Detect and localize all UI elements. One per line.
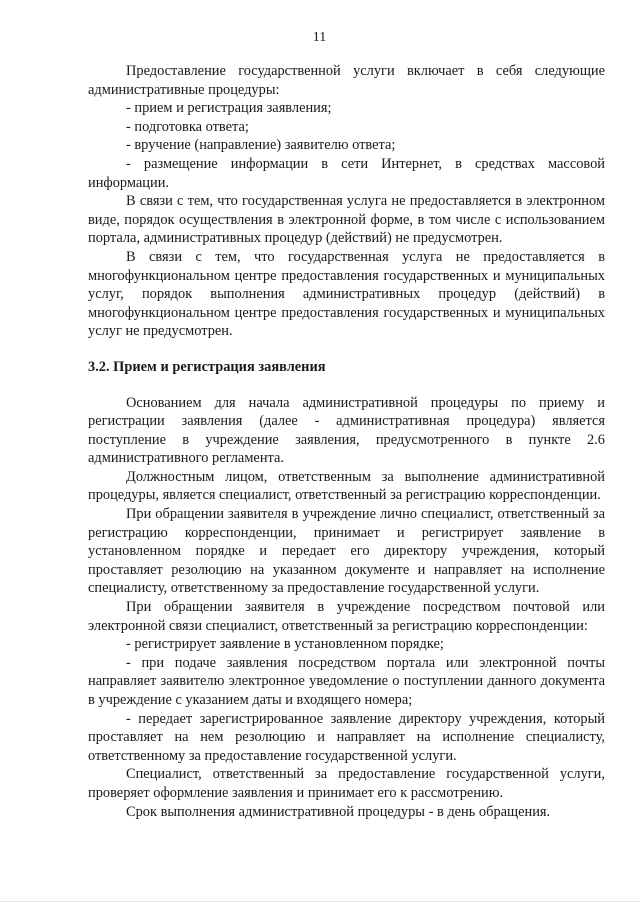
document-body <box>88 62 605 821</box>
list-item: - вручение (направление) заявителю ответа; <box>126 137 396 154</box>
paragraph: Основанием для начала административной процедуры по приему и регистрации заявления (далее - административная процедура) является поступление в учреждение заявления, предусмотренного в пункте 2.6 административного регламента. <box>88 394 605 467</box>
list-item: - размещение информации в сети Интернет, в средствах массовой информации. <box>88 155 605 191</box>
paragraph: В связи с тем, что государственная услуга не предоставляется в многофункциональном центре предоставления государственных и муниципальных услуг, порядок выполнения административных процедур (действий) в многофункциональном центре предоставления государственных и муниципальных услуг не предусмотрен. <box>88 248 605 340</box>
paragraph: Срок выполнения административной процедуры - в день обращения. <box>126 803 551 820</box>
list-item: - подготовка ответа; <box>126 118 249 135</box>
section-heading: 3.2. Прием и регистрация заявления <box>88 358 326 375</box>
paragraph: В связи с тем, что государственная услуга не предоставляется в электронном виде, порядок осуществления в электронной форме, в том числе с использованием портала, административных процедур (действий) не предусмотрен. <box>88 193 605 247</box>
list-item: - прием и регистрация заявления; <box>126 100 332 117</box>
list-item: - передает зарегистрированное заявление директору учреждения, который проставляет на нем резолюцию и направляет на исполнение специалисту, ответственному за предоставление государственной услуги. <box>88 710 605 764</box>
list-item: - регистрирует заявление в установленном порядке; <box>126 636 444 653</box>
page-number: 11 <box>312 30 327 45</box>
paragraph: При обращении заявителя в учреждение лично специалист, ответственный за регистрацию корреспонденции, принимает и регистрирует заявление в установленном порядке и передает его директору учреждения, который проставляет резолюцию на указанном документе и направляет на исполнение специалисту, ответственному за предоставление государственной услуги. <box>88 506 605 597</box>
paragraph: Специалист, ответственный за предоставление государственной услуги, проверяет оформление заявления и принимает его к рассмотрению. <box>88 766 605 801</box>
list-item: - при подаче заявления посредством портала или электронной почты направляет заявителю электронное уведомление о поступлении данного документа в учреждение с указанием даты и входящего номера; <box>88 654 605 708</box>
paragraph: Должностным лицом, ответственным за выполнение административной процедуры, является специалист, ответственный за регистрацию корреспонденции. <box>88 468 605 504</box>
scan-edge-divider <box>0 901 639 903</box>
paragraph: При обращении заявителя в учреждение посредством почтовой или электронной связи специалист, ответственный за регистрацию корреспонденции: <box>88 599 605 634</box>
paragraph: Предоставление государственной услуги включает в себя следующие административные процедуры: <box>88 63 605 98</box>
